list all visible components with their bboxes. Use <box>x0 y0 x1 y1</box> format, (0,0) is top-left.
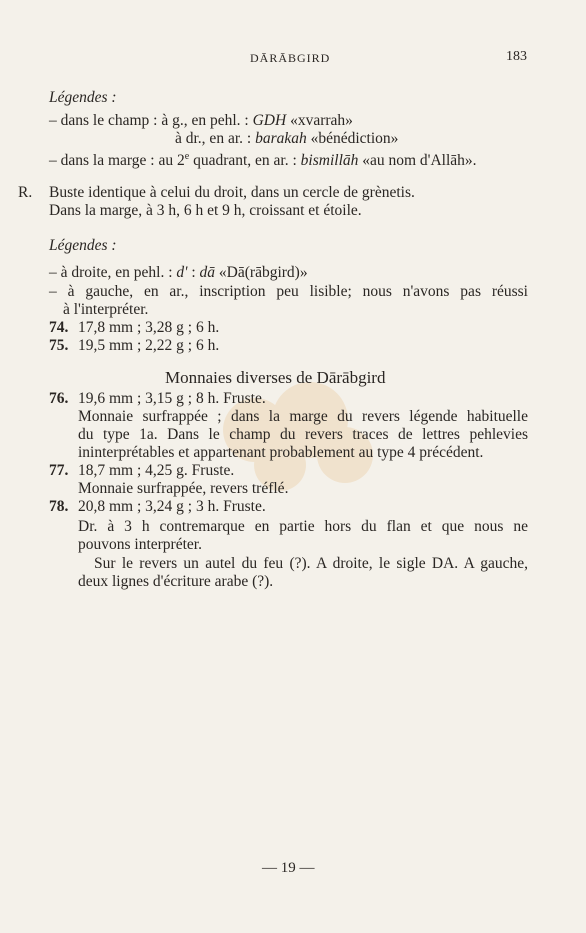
entry-text: 19,5 mm ; 2,22 g ; 6 h. <box>78 337 220 354</box>
entry-text: 18,7 mm ; 4,25 g. Fruste. <box>78 462 235 479</box>
legend-line: à l'interpréter. <box>63 301 149 318</box>
page-number: 183 <box>506 49 527 64</box>
legend-line: – à droite, en pehl. : d' : dā «Dā(rābgird)» <box>49 264 308 281</box>
entry-number: 74. <box>49 319 69 336</box>
entry-text: 20,8 mm ; 3,24 g ; 3 h. Fruste. <box>78 498 266 515</box>
section-title: Monnaies diverses de Dārābgird <box>165 368 386 387</box>
running-header-title: DĀRĀBGIRD <box>250 51 331 65</box>
entry-number: 76. <box>49 390 69 407</box>
entry-text: 17,8 mm ; 3,28 g ; 6 h. <box>78 319 220 336</box>
entry-text: ininterprétables et appartenant probablement au type 4 précédent. <box>78 444 484 461</box>
entry-number: 77. <box>49 462 69 479</box>
entry-number: 75. <box>49 337 69 354</box>
entry-number: 78. <box>49 498 69 515</box>
legend-heading: Légendes : <box>49 237 117 254</box>
entry-text: du type 1a. Dans le champ du revers traces de lettres pehlevies <box>78 426 528 443</box>
legend-line: – à gauche, en ar., inscription peu lisible; nous n'avons pas réussi <box>49 283 528 300</box>
entry-text: 19,6 mm ; 3,15 g ; 8 h. Fruste. <box>78 390 266 407</box>
entry-text: Sur le revers un autel du feu (?). A droite, le sigle DA. A gauche, <box>94 555 528 572</box>
reverse-text: Dans la marge, à 3 h, 6 h et 9 h, croissant et étoile. <box>49 202 362 219</box>
footer-page-marker: — 19 — <box>262 860 315 876</box>
legend-line: à dr., en ar. : barakah «bénédiction» <box>175 130 399 147</box>
entry-text: Monnaie surfrappée, revers tréflé. <box>78 480 289 497</box>
entry-text: pouvons interpréter. <box>78 536 202 553</box>
legend-line: – dans le champ : à g., en pehl. : GDH «xvarrah» <box>49 112 353 129</box>
legend-line: – dans la marge : au 2e quadrant, en ar. : bismillāh «au nom d'Allāh». <box>49 151 477 170</box>
entry-text: deux lignes d'écriture arabe (?). <box>78 573 274 590</box>
reverse-text: Buste identique à celui du droit, dans un cercle de grènetis. <box>49 184 415 201</box>
legend-heading: Légendes : <box>49 89 117 106</box>
entry-text: Monnaie surfrappée ; dans la marge du revers légende habituelle <box>78 408 528 425</box>
entry-text: Dr. à 3 h contremarque en partie hors du flan et que nous ne <box>78 518 528 535</box>
reverse-marker: R. <box>18 184 33 201</box>
